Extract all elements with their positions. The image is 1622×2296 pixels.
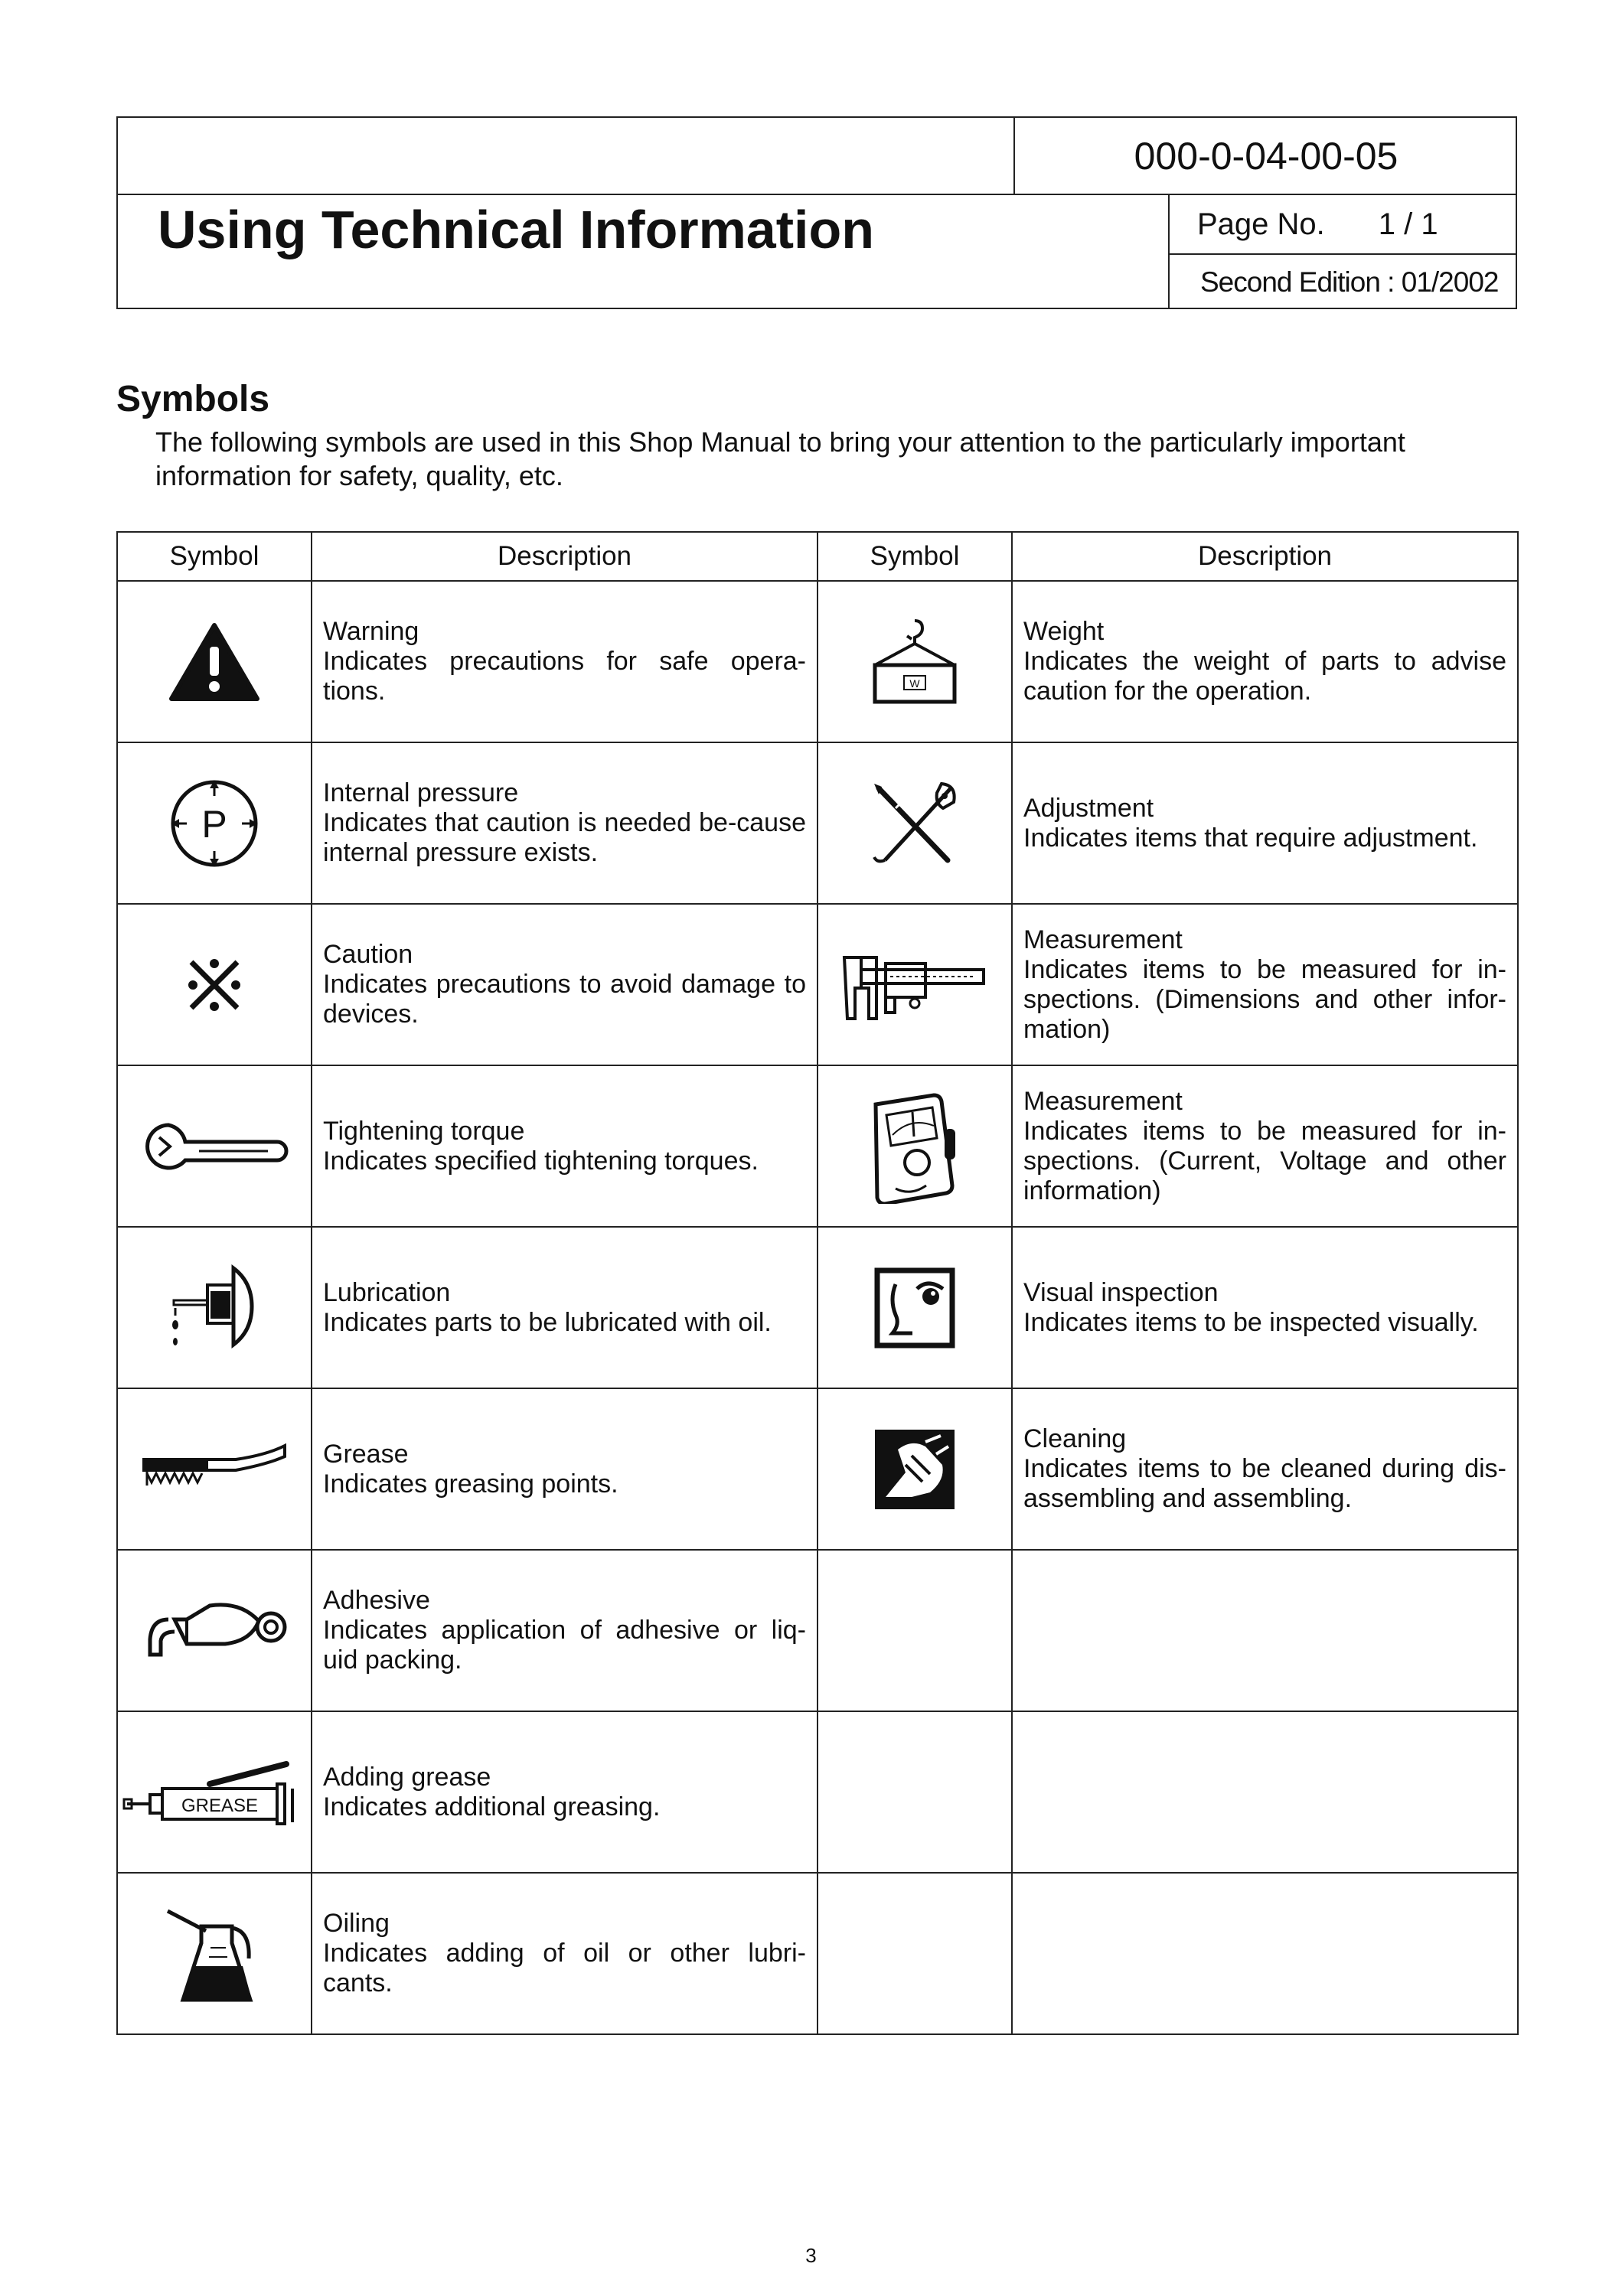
description-cell [312,904,818,1065]
symbol-title: Measurement [1023,925,1183,954]
symbol-cell [818,1065,1012,1227]
symbol-title: Adding grease [323,1762,491,1792]
table-row [117,904,1518,1065]
table-row [117,1711,1518,1873]
symbol-cell [818,581,1012,742]
table-header-row [117,532,1518,581]
column-header-symbol: Symbol [117,532,312,581]
symbol-title: Adhesive [323,1586,430,1615]
description-cell [1012,742,1518,904]
symbol-description: Indicates items to be measured for in-spections. (Dimensions and other infor-mation) [1023,954,1506,1044]
symbol-description: Indicates the weight of parts to advise caution for the operation. [1023,647,1506,706]
multimeter-icon [865,1089,964,1204]
visual-inspection-icon [873,1266,957,1350]
symbol-cell [818,1227,1012,1388]
svg-text:P: P [201,802,227,846]
grease-gun-label: GREASE [181,1795,259,1816]
symbol-cell-empty [818,1550,1012,1711]
symbols-table [116,531,1519,2035]
description-cell [1012,904,1518,1065]
symbol-title: Grease [323,1439,409,1469]
oil-can-drip-icon [165,1262,264,1354]
header-blank-cell [118,118,1015,195]
description-cell [312,1550,818,1711]
symbol-title: Cleaning [1023,1424,1127,1453]
symbol-cell [818,742,1012,904]
column-header-description: Description [312,532,818,581]
oiler-icon [165,1900,264,2007]
symbol-cell-empty [818,1711,1012,1873]
weight-icon [869,616,961,708]
footer-page-number: 3 [805,2244,817,2267]
page-number-label: Page No. [1197,207,1325,241]
description-cell [1012,1065,1518,1227]
description-cell [312,581,818,742]
symbol-cell [818,1388,1012,1550]
symbol-description: Indicates greasing points. [323,1469,618,1499]
symbol-description: Indicates precautions to avoid damage to devices. [323,970,806,1029]
symbol-cell [117,1550,312,1711]
symbol-title: Caution [323,940,413,969]
description-cell [1012,1227,1518,1388]
table-row [117,1388,1518,1550]
symbol-title: Tightening torque [323,1116,525,1146]
description-cell-empty [1012,1711,1518,1873]
column-header-symbol: Symbol [818,532,1012,581]
symbol-cell [117,1873,312,2034]
description-cell [1012,1388,1518,1550]
page-number-cell [1168,195,1517,255]
description-cell-empty [1012,1550,1518,1711]
description-cell-empty [1012,1873,1518,2034]
column-header-description: Description [1012,532,1518,581]
symbol-description: Indicates parts to be lubricated with oil. [323,1307,772,1337]
description-cell [312,1873,818,2034]
document-header [116,116,1517,309]
symbol-title: Visual inspection [1023,1277,1219,1307]
symbol-description: Indicates adding of oil or other lubri-cants. [323,1939,806,1998]
symbol-description: Indicates items to be inspected visually. [1023,1307,1479,1337]
symbol-description: Indicates application of adhesive or liq-uid packing. [323,1616,806,1675]
symbol-cell [117,581,312,742]
table-row [117,1065,1518,1227]
table-row [117,1873,1518,2034]
symbol-cell [117,1227,312,1388]
section-title: Symbols [116,379,270,419]
grease-brush-icon [138,1443,291,1496]
cleaning-icon [872,1427,958,1512]
symbol-description: Indicates that caution is needed be-cause internal pressure exists. [323,808,806,867]
description-cell [312,1227,818,1388]
description-cell [312,1065,818,1227]
caliper-icon [838,947,991,1023]
symbol-cell [117,1388,312,1550]
symbol-cell [117,742,312,904]
edition-info: Second Edition : 01/2002 [1168,255,1517,309]
symbol-title: Weight [1023,617,1105,646]
symbol-description: Indicates items to be measured for in-spections. (Current, Voltage and other information) [1023,1116,1506,1205]
adhesive-tube-icon [138,1596,291,1665]
adjustment-tools-icon [865,778,964,869]
table-row [117,1227,1518,1388]
symbol-description: Indicates items that require adjustment. [1023,823,1478,853]
symbol-cell [117,1065,312,1227]
symbol-title: Internal pressure [323,778,519,807]
symbol-cell [117,904,312,1065]
symbol-title: Adjustment [1023,793,1154,823]
table-row [117,1550,1518,1711]
internal-pressure-icon [167,776,262,871]
description-cell [1012,581,1518,742]
description-cell [312,1711,818,1873]
symbol-title: Lubrication [323,1277,451,1307]
symbol-description: Indicates precautions for safe opera-tions. [323,647,806,706]
symbol-cell [818,904,1012,1065]
document-number: 000-0-04-00-05 [1015,118,1517,195]
grease-gun-icon [122,1758,306,1827]
section-intro: The following symbols are used in this Shop Manual to bring your attention to the particularly important information for safety, quality, etc. [155,426,1405,491]
description-cell [312,1388,818,1550]
table-row [117,581,1518,742]
table-row [117,742,1518,904]
symbol-title: Oiling [323,1909,390,1938]
symbol-cell-empty [818,1873,1012,2034]
symbol-description: Indicates additional greasing. [323,1792,661,1821]
page-number-value: 1 / 1 [1378,207,1438,241]
symbol-title: Measurement [1023,1086,1183,1116]
wrench-icon [138,1116,291,1177]
warning-triangle-icon [168,622,260,702]
symbol-cell [117,1711,312,1873]
svg-text:W: W [909,677,920,690]
caution-mark-icon [184,954,245,1016]
page-title: Using Technical Information [158,200,875,259]
description-cell [312,742,818,904]
symbol-description: Indicates specified tightening torques. [323,1146,759,1176]
symbol-title: Warning [323,617,419,646]
symbol-description: Indicates items to be cleaned during dis-assembling and assembling. [1023,1454,1506,1513]
